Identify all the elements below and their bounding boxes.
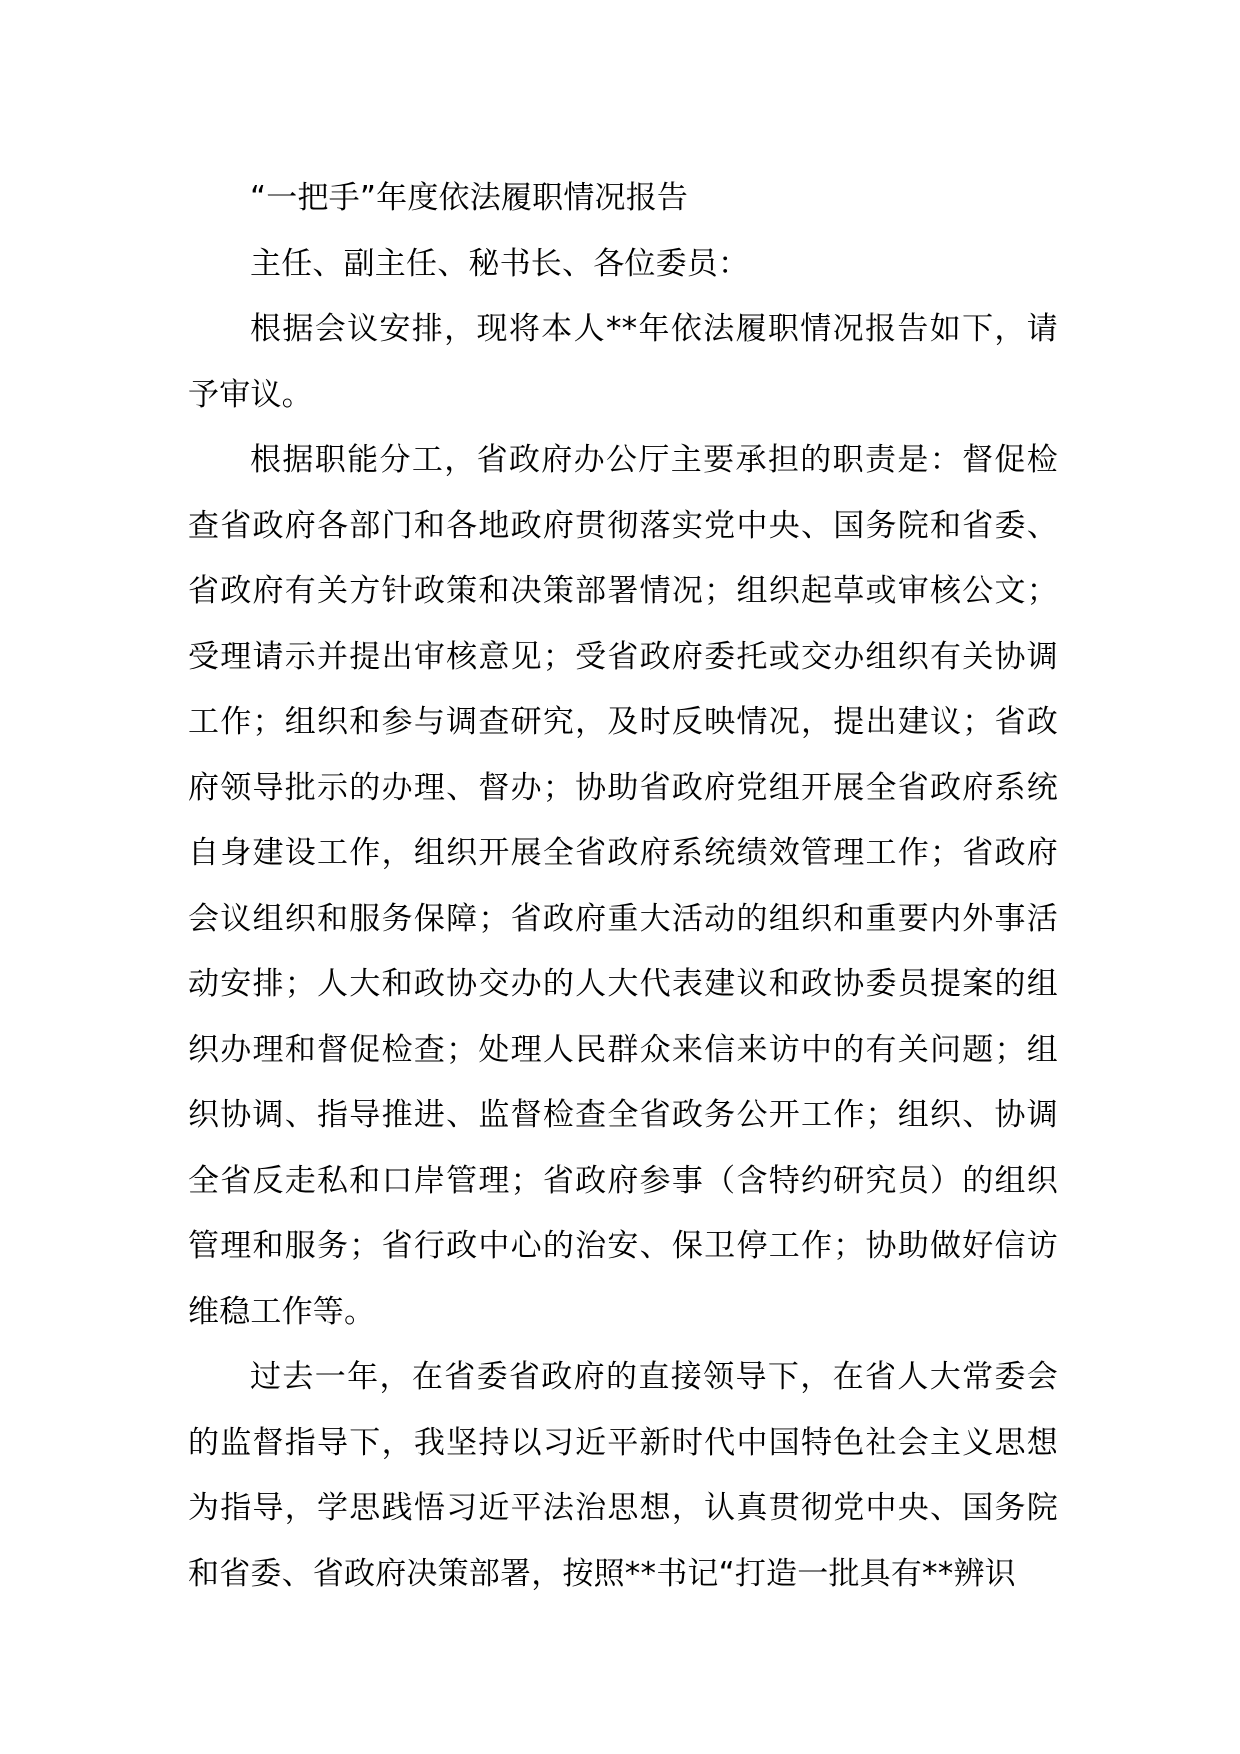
paragraph-past-year: 过去一年，在省委省政府的直接领导下，在省人大常委会的监督指导下，我坚持以习近平新时代中国特色社会主义思想为指导，学思践悟习近平法治思想，认真贯彻党中央、国务院和省委、省政府决策部署，按照**书记“打造一批具有**辨识	[188, 1359, 1058, 1592]
salutation: 主任、副主任、秘书长、各位委员：	[250, 245, 750, 282]
paragraph-duties: 根据职能分工，省政府办公厅主要承担的职责是：督促检查省政府各部门和各地政府贯彻落实党中央、国务院和省委、省政府有关方针政策和决策部署情况；组织起草或审核公文；受理请示并提出审核意见；受省政府委托或交办组织有关协调工作；组织和参与调查研究，及时反映情况，提出建议；省政府领导批示的办理、督办；协助省政府党组开展全省政府系统自身建设工作，组织开展全省政府系统绩效管理工作；省政府会议组织和服务保障；省政府重大活动的组织和重要内外事活动安排；人大和政协交办的人大代表建议和政协委员提案的组织办理和督促检查；处理人民群众来信来访中的有关问题；组织协调、指导推进、监督检查全省政务公开工作；组织、协调全省反走私和口岸管理；省政府参事（含特约研究员）的组织管理和服务；省行政中心的治安、保卫停工作；协助做好信访维稳工作等。	[188, 442, 1058, 1330]
document-body	[188, 166, 1058, 1607]
paragraph-intro: 根据会议安排，现将本人**年依法履职情况报告如下，请予审议。	[188, 311, 1058, 413]
document-title: “一把手”年度依法履职情况报告	[250, 180, 689, 216]
